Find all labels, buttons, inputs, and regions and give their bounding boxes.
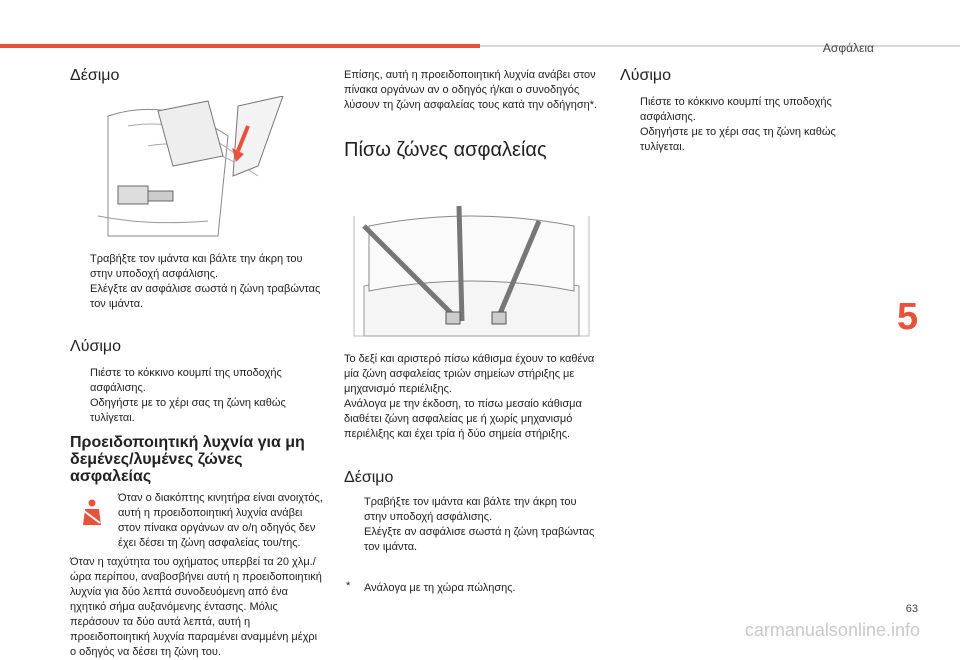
warning-heading: Προειδοποιητική λυχνία για μη δεμένες/λυμένες ζώνες ασφαλείας [70,434,305,485]
seatbelt-warning-icon [80,499,104,527]
list-item: Οδηγήστε με το χέρι σας τη ζώνη καθώς τυλίγεται. [640,126,836,153]
speed-warning-text: Όταν η ταχύτητα του οχήματος υπερβεί τα 20 χλμ./ώρα περίπου, αναβοσβήνει αυτή η προειδοποιητική λυχνία για δύο λεπτά συνοδευόμενη από ένα ηχητικό σήμα αυξανόμενης έντασης. Μόλις περάσουν τα δύο αυτά λεπτά, αυτή η προειδοποιητική λυχνία παραμένει αναμμένη μέχρι ο οδηγός να δέσει τη ζώνη του. [70,556,322,658]
section-title: Ασφάλεια [822,41,874,55]
footnote-text: Ανάλογα με τη χώρα πώλησης. [364,582,516,594]
release-steps [70,366,325,426]
list-item: Πιέστε το κόκκινο κουμπί της υποδοχής ασφάλισης. [640,96,832,123]
rear-description-1: Το δεξί και αριστερό πίσω κάθισμα έχουν το καθένα μία ζώνη ασφαλείας τριών σημείων στήριξης με μηχανισμό περιέλιξης. [344,353,595,395]
column-1-body [70,252,325,660]
column-2-body [344,352,599,596]
release-steps-2 [620,95,880,155]
warning-text: Όταν ο διακόπτης κινητήρα είναι ανοιχτός, αυτή η προειδοποιητική λυχνία ανάβει στον πίνακα οργάνων αν ο/η οδηγός δεν έχει δέσει τη ζώνη ασφαλείας του/της. [118,492,323,549]
list-item: Τραβήξτε τον ιμάντα και βάλτε την άκρη του στην υποδοχή ασφάλισης. [364,496,577,523]
list-item: Οδηγήστε με το χέρι σας τη ζώνη καθώς τυλίγεται. [90,397,286,424]
front-belt-drawing [88,96,318,246]
footnote [344,581,599,596]
column-2 [344,68,599,161]
rear-seat-drawing [344,196,599,344]
footnote-mark: * [346,580,351,592]
list-item: Ελέγξτε αν ασφάλισε σωστά η ζώνη τραβώντας τον ιμάντα. [90,283,321,310]
column-1 [70,68,325,83]
header-accent-bar [0,44,480,48]
fasten-steps [70,252,325,312]
chapter-number: 5 [897,296,919,338]
release-heading-2: Λύσιμο [620,67,671,84]
rear-belt-illustration [344,196,599,344]
fasten-heading: Δέσιμο [70,67,120,84]
rear-fasten-heading: Δέσιμο [344,469,394,486]
page-number: 63 [905,603,918,615]
list-item: Τραβήξτε τον ιμάντα και βάλτε την άκρη του στην υποδοχή ασφάλισης. [90,253,303,280]
warning-block [70,491,325,551]
column-3 [620,68,880,155]
rear-belts-heading: Πίσω ζώνες ασφαλείας [344,139,547,161]
list-item: Πιέστε το κόκκινο κουμπί της υποδοχής ασφάλισης. [90,367,282,394]
intro-text: Επίσης, αυτή η προειδοποιητική λυχνία ανάβει στον πίνακα οργάνων αν ο οδηγός ή/και ο συνοδηγός λύσουν τη ζώνη ασφαλείας τους κατά την οδήγηση*. [344,69,598,111]
rear-fasten-steps [344,495,599,555]
front-belt-illustration [88,96,318,246]
rear-description-2: Ανάλογα με την έκδοση, το πίσω μεσαίο κάθισμα διαθέτει ζώνη ασφαλείας με ή χωρίς μηχανισμό περιέλιξης και έχει τρία ή δύο σημεία στήριξης. [344,398,582,440]
header-divider [480,45,960,47]
release-heading: Λύσιμο [70,338,121,355]
watermark: carmanualsonline.info [744,620,920,640]
list-item: Ελέγξτε αν ασφάλισε σωστά η ζώνη τραβώντας τον ιμάντα. [364,526,595,553]
